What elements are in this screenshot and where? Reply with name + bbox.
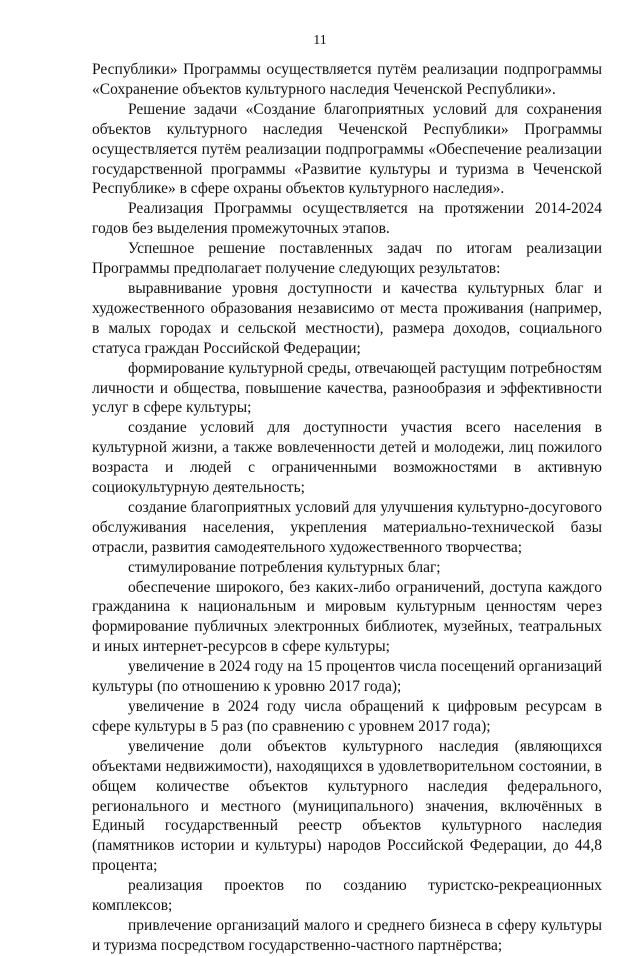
paragraph: Республики» Программы осуществляется путём реализации подпрограммы «Сохранение объектов культурного наследия Чеченской Республики». (92, 61, 602, 98)
list-item: увеличение доли объектов культурного наследия (являющихся объектами недвижимости), находящихся в удовлетворительном состоянии, в общем количестве объектов культурного наследия федерального, регионального и местного (муниципального) значения, включённых в Единый государственный реестр объектов культурного наследия (памятников истории и культуры) народов Российской Федерации, до 44,8 процента; (92, 737, 602, 875)
list-item: создание благоприятных условий для улучшения культурно-досугового обслуживания населения, укрепления материально-технической базы отрасли, развития самодеятельного художественного творчества; (92, 498, 602, 556)
paragraph: Решение задачи «Создание благоприятных условий для сохранения объектов культурного наследия Чеченской Республики» Программы осуществляется путём реализации подпрограммы «Обеспечение реализации государственной программы «Развитие культуры и туризма в Чеченской Республике» в сфере охраны объектов культурного наследия». (92, 100, 602, 198)
list-item: выравнивание уровня доступности и качества культурных благ и художественного образования независимо от места проживания (например, в малых городах и сельской местности), размера доходов, социального статуса граждан Российской Федерации; (92, 279, 602, 357)
list-item: формирование культурной среды, отвечающей растущим потребностям личности и общества, повышение качества, разнообразия и эффективности услуг в сфере культуры; (92, 359, 602, 417)
document-body (92, 60, 602, 956)
list-item: реализация проектов по созданию туристско-рекреационных комплексов; (92, 877, 602, 915)
paragraph: Реализация Программы осуществляется на протяжении 2014-2024 годов без выделения промежуточных этапов. (92, 200, 602, 238)
list-item: стимулирование потребления культурных благ; (128, 558, 441, 576)
page-number: 11 (313, 33, 327, 48)
list-item: увеличение в 2024 году на 15 процентов числа посещений организаций культуры (по отношению к уровню 2017 года); (92, 658, 602, 696)
list-item: увеличение в 2024 году числа обращений к цифровым ресурсам в сфере культуры в 5 раз (по сравнению с уровнем 2017 года); (92, 698, 602, 735)
list-item: привлечение организаций малого и среднего бизнеса в сферу культуры и туризма посредством государственно-частного партнёрства; (92, 916, 602, 954)
paragraph: Успешное решение поставленных задач по итогам реализации Программы предполагает получение следующих результатов: (92, 240, 602, 278)
list-item: создание условий для доступности участия всего населения в культурной жизни, а также вовлеченности детей и молодежи, лиц пожилого возраста и людей с ограниченными возможностями в активную социокультурную деятельность; (92, 419, 602, 497)
list-item: обеспечение широкого, без каких-либо ограничений, доступа каждого гражданина к национальным и мировым культурным ценностям через формирование публичных электронных библиотек, музейных, театральных и иных интернет-ресурсов в сфере культуры; (92, 578, 602, 656)
